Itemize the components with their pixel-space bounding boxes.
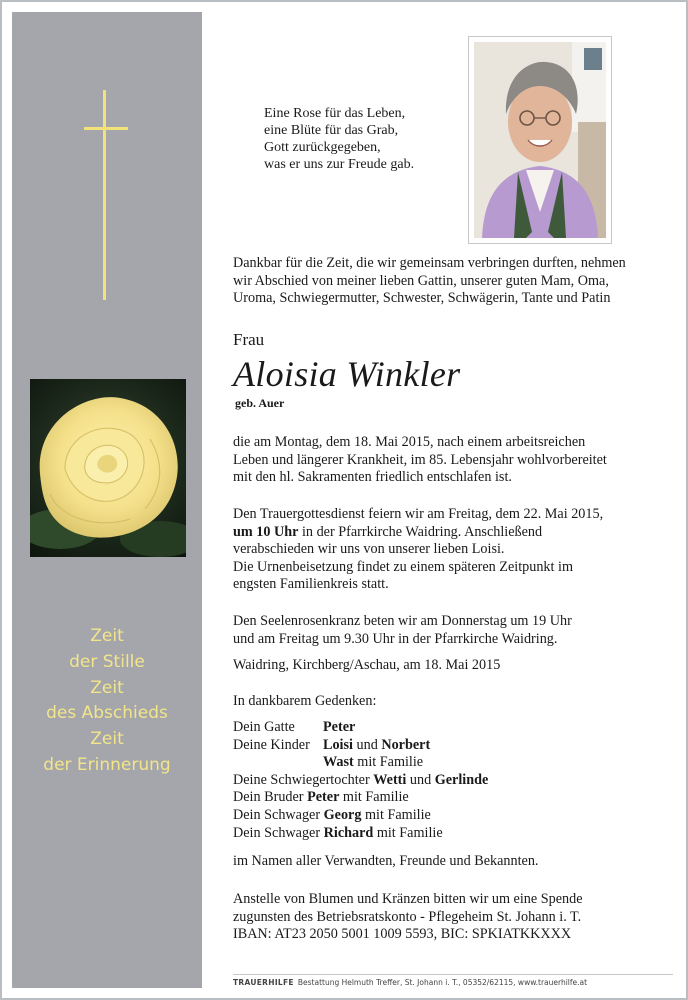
family-member: Gerlinde [434,771,489,788]
family-row [233,807,488,825]
text-line [233,524,603,542]
relation-label: Deine Kinder [233,736,310,753]
relation-label: Deine Schwiegertochter [233,771,374,788]
place-date: Waidring, Kirchberg/Aschau, am 18. Mai 2015 [233,657,501,673]
text-fragment: und [406,771,435,788]
service-time: um 10 Uhr [233,523,299,540]
cross-icon-beam [84,127,128,130]
text-line: Den Seelenrosenkranz beten wir am Donnerstag um 19 Uhr [233,613,572,629]
stillness-verse [12,624,202,779]
poem-line: Eine Rose für das Leben, [264,106,406,121]
text-fragment: mit Familie [361,806,431,823]
maiden-name: geb. Auer [235,396,285,410]
rosary-notice [233,613,572,648]
text-line: wir Abschied von meiner lieben Gattin, unserer guten Mam, Oma, [233,272,609,289]
portrait-photo [468,36,612,244]
sidebar [12,12,202,988]
text-fragment: mit Familie [339,789,409,806]
text-line: und am Freitag um 9.30 Uhr in der Pfarrkirche Waidring. [233,630,558,647]
family-row [233,719,488,737]
rose-illustration [30,379,186,557]
family-member: Georg [323,806,362,823]
donation-notice [233,891,583,944]
family-list [233,719,488,842]
verse-line: Zeit [90,729,124,750]
footer-logo: TRAUERHILFE [233,978,294,987]
poem-line: eine Blüte für das Grab, [264,123,399,138]
cross-icon [103,90,106,300]
verse-line: Zeit [90,626,124,646]
family-member: Peter [323,719,356,735]
text-fragment: in der Pfarrkirche Waidring. Anschließend [298,523,543,540]
poem-line: Gott zurückgegeben, [264,140,381,155]
text-line: engsten Familienkreis statt. [233,576,389,592]
others-line: im Namen aller Verwandten, Freunde und Bekannten. [233,853,539,869]
family-member: Wast [323,754,354,771]
salutation: Frau [233,330,265,349]
text-fragment: mit Familie [373,824,443,841]
thanks-paragraph [233,255,626,308]
deceased-name: Aloisia Winkler [233,354,461,394]
rose-image [30,379,186,557]
family-member: Richard [323,824,374,841]
verse-line: der Erinnerung [43,754,171,775]
footer-text: Bestattung Helmuth Treffer, St. Johann i. T., 05352/62115, www.trauerhilfe.at [297,978,588,987]
iban-line: IBAN: AT23 2050 5001 1009 5593, BIC: SPKIATKKXXX [233,926,572,942]
family-member: Peter [307,789,340,806]
relation-label: Dein Gatte [233,719,295,735]
relation-label: Dein Bruder [233,789,308,806]
family-member: Norbert [381,736,431,753]
poem-line: was er uns zur Freude gab. [264,157,415,172]
family-row [233,789,488,807]
text-line: Die Urnenbeisetzung findet zu einem späteren Zeitpunkt im [233,558,573,575]
text-line: die am Montag, dem 18. Mai 2015, nach einem arbeitsreichen [233,434,586,450]
text-fragment: mit Familie [353,754,424,771]
family-row [233,825,488,843]
funeral-service [233,506,603,594]
family-row [233,754,488,772]
family-member: Loisi [323,736,353,753]
verse-line: Zeit [90,677,124,698]
verse-line: des Abschieds [46,703,168,724]
portrait-illustration [474,42,606,238]
verse-line: der Stille [69,651,145,672]
relation-label: Dein Schwager [233,824,324,841]
family-row [233,737,488,755]
relation-label: Dein Schwager [233,806,324,823]
death-notice [233,434,607,487]
family-member: Wetti [373,771,407,788]
text-line: mit den hl. Sakramenten friedlich entschlafen ist. [233,469,512,485]
family-row [233,772,488,790]
text-line: verabschieden wir uns von unserer lieben Loisi. [233,541,505,557]
memory-heading: In dankbarem Gedenken: [233,693,377,709]
text-line: Dankbar für die Zeit, die wir gemeinsam verbringen durften, nehmen [233,255,626,271]
rose-poem [264,105,414,173]
funeral-home-footer [233,974,673,987]
text-fragment: und [352,736,382,753]
text-line: Leben und längerer Krankheit, im 85. Lebensjahr wohlvorbereitet [233,451,607,468]
text-line: Den Trauergottesdienst feiern wir am Freitag, dem 22. Mai 2015, [233,506,604,522]
text-line: Anstelle von Blumen und Kränzen bitten wir um eine Spende [233,891,583,907]
text-line: Uroma, Schwiegermutter, Schwester, Schwägerin, Tante und Patin [233,290,611,306]
text-line: zugunsten des Betriebsratskonto - Pflegeheim St. Johann i. T. [233,908,582,925]
